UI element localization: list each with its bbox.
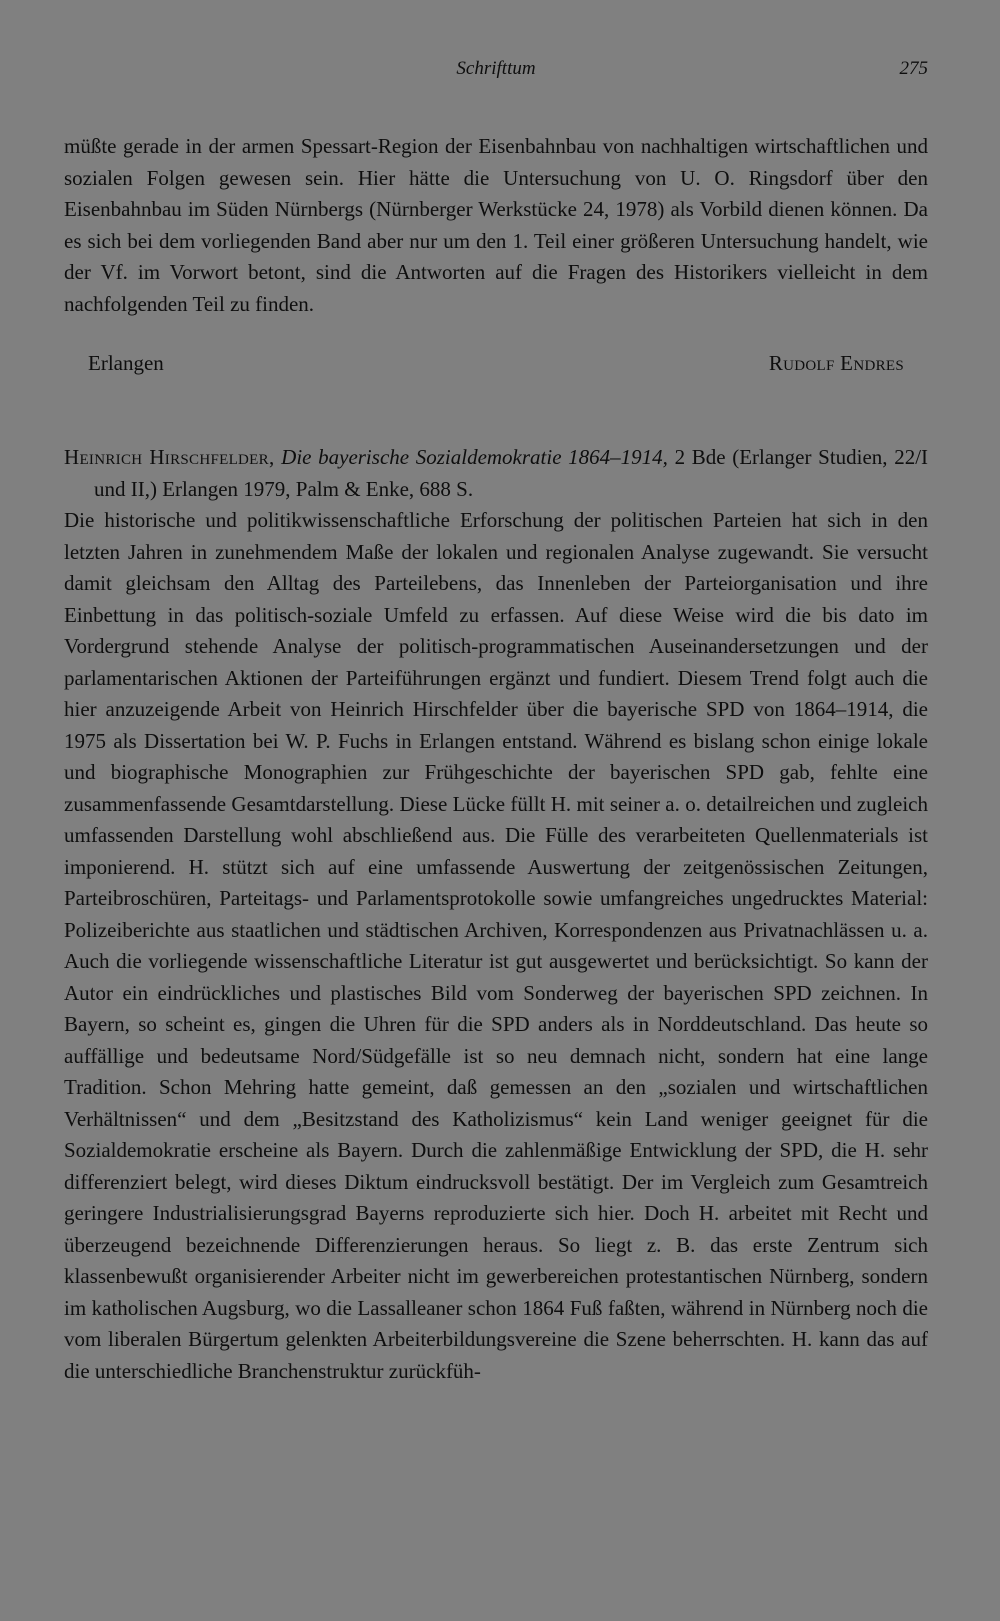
signature-place: Erlangen <box>88 351 164 375</box>
book-author: Heinrich Hirschfelder, <box>64 445 275 469</box>
page-number: 275 <box>899 58 928 79</box>
previous-review-closing-paragraph: müßte gerade in der armen Spessart-Region der Eisenbahnbau von nachhaltigen wirtschaftlichen und sozialen Folgen gewesen sein. Hier hätte die Untersuchung von U. O. Ringsdorf über den Eisenbahnbau im Süden Nürnbergs (Nürnberger Werkstücke 24, 1978) als Vorbild dienen können. Da es sich bei dem vorliegenden Band aber nur um den 1. Teil einer größeren Untersuchung handelt, wie der Vf. im Vorwort betont, sind die Antworten auf die Fragen des Historikers vielleicht in dem nachfolgenden Teil zu finden. <box>64 134 928 316</box>
publication-details: 2 Bde (Erlanger Studien, 22/I und II,) Erlangen 1979, Palm & Enke, 688 S. <box>94 445 929 501</box>
reviewer-name: Rudolf Endres <box>768 351 904 375</box>
section-title: Schrifttum <box>456 58 536 79</box>
review-body-paragraph: Die historische und politikwissenschaftliche Erforschung der politischen Parteien hat sich in den letzten Jahren in zunehmendem Maße der lokalen und regionalen Analyse zugewandt. Sie versucht damit gleichsam den Alltag des Parteilebens, das Innenleben der Parteiorganisation und ihre Einbettung in das politisch-soziale Umfeld zu erfassen. Auf diese Weise wird die bis dato im Vordergrund stehende Analyse der politisch-programmatischen Auseinandersetzungen und der parlamentarischen Aktionen der Parteiführungen ergänzt und fundiert. Diesem Trend folgt auch die hier anzuzeigende Arbeit von Heinrich Hirschfelder über die bayerische SPD von 1864–1914, die 1975 als Dissertation bei W. P. Fuchs in Erlangen entstand. Während es bislang schon einige lokale und biographische Monographien zur Frühgeschichte der bayerischen SPD gab, fehlte eine zusammenfassende Gesamtdarstellung. Diese Lücke füllt H. mit seiner a. o. detailreichen und zugleich umfassenden Darstellung wohl abschließend aus. Die Fülle des verarbeiteten Quellenmaterials ist imponierend. H. stützt sich auf eine umfassende Auswertung der zeitgenössischen Zeitungen, Parteibroschüren, Parteitags- und Parlamentsprotokolle sowie umfangreiches ungedrucktes Material: Polizeiberichte aus staatlichen und städtischen Archiven, Korrespondenzen aus Privatnachlässen u. a. Auch die vorliegende wissenschaftliche Literatur ist gut ausgewertet und berücksichtigt. So kann der Autor ein eindrückliches und plastisches Bild vom Sonderweg der bayerischen SPD zeichnen. In Bayern, so scheint es, gingen die Uhren für die SPD anders als in Norddeutschland. Das heute so auffällige und bedeutsame Nord/Südgefälle ist so neu demnach nicht, sondern hat eine lange Tradition. Schon Mehring hatte gemeint, daß gemessen an den „sozialen und wirtschaftlichen Verhältnissen“ und dem „Besitzstand des Katholizismus“ kein Land weniger geeignet für die Sozialdemokratie erscheine als Bayern. Durch die zahlenmäßige Entwicklung der SPD, die H. sehr differenziert belegt, wird dieses Diktum eindrucksvoll bestätigt. Der im Vergleich zum Gesamtreich geringere Industrialisierungsgrad Bayerns reproduzierte sich hier. Doch H. arbeitet mit Recht und überzeugend bezeichnende Differenzierungen heraus. So liegt z. B. das erste Zentrum sich klassenbewußt organisierender Arbeiter nicht im gewerbereichen protestantischen Nürnberg, sondern im katholischen Augsburg, wo die Lassalleaner schon 1864 Fuß faßten, während in Nürnberg noch die vom liberalen Bürgertum gelenkten Arbeiterbildungsvereine die Szene beherrschten. H. kann das auf die unterschiedliche Branchenstruktur zurückfüh- <box>64 508 928 1383</box>
bibliographic-entry <box>64 442 928 505</box>
book-title: Die bayerische Sozialdemokratie 1864–1914, <box>281 445 668 469</box>
running-head <box>64 58 928 88</box>
